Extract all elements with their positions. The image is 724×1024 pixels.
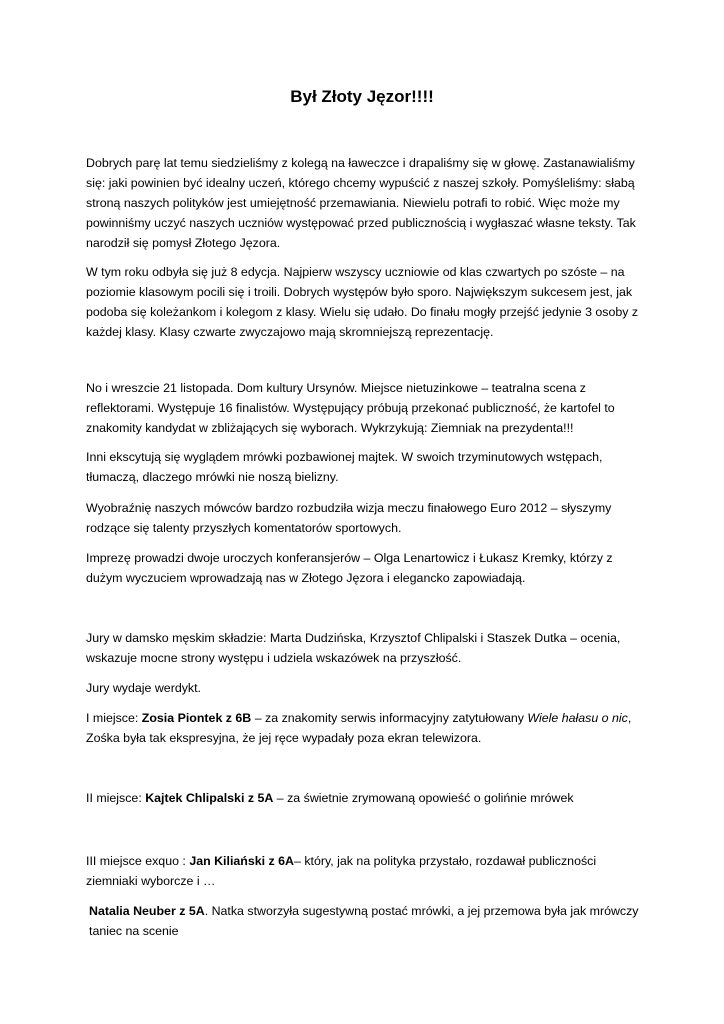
paragraph-verdict: Jury wydaje werdykt. [86,681,201,695]
result-third-place [86,851,646,891]
result-first-work-title: Wiele hałasu o nic [527,711,628,725]
result-first-place [86,708,646,748]
result-third-place-exaequo [89,901,649,941]
result-first-middle: – za znakomity serwis informacyjny zatytułowany [251,711,528,725]
result-first-prefix: I miejsce: [86,711,142,725]
paragraph-ants: Inni ekscytują się wyglądem mrówki pozbawionej majtek. W swoich trzyminutowych wstępach, tłumaczą, dlaczego mrówki nie noszą bielizny. [86,450,603,484]
result-third-suffix: – który, jak na polityka przystało, rozdawał publiczności ziemniaki wyborcze i … [86,854,597,888]
paragraph-finale: No i wreszcie 21 listopada. Dom kultury Ursynów. Miejsce nietuzinkowe – teatralna scena z reflektorami. Występuje 16 finalistów. Występujący próbują przekonać publiczność, że kartofel to znakomity kandydat w zbliżających się wyborach. Wykrzykują: Ziemniak na prezydenta!!! [86,381,615,435]
result-first-winner: Zosia Piontek z 6B [141,711,252,725]
result-first-suffix: , Zośka była tak ekspresyjna, że jej ręce wypadały poza ekran telewizora. [86,711,632,745]
result-third-winner: Jan Kiliański z 6A [189,854,294,868]
result-third-prefix: III miejsce exquo : [86,854,190,868]
result-second-suffix: – za świetnie zrymowaną opowieść o golińnie mrówek [273,791,574,805]
paragraph-jury: Jury w damsko męskim składzie: Marta Dudzińska, Krzysztof Chlipalski i Staszek Dutka – ocenia, wskazuje mocne strony występu i udziela wskazówek na przyszłość. [86,631,621,665]
paragraph-euro: Wyobraźnię naszych mówców bardzo rozbudziła wizja meczu finałowego Euro 2012 – słyszymy rodzące się talenty przyszłych komentatorów sportowych. [86,501,612,535]
paragraph-edition: W tym roku odbyła się już 8 edycja. Najpierw wszyscy uczniowie od klas czwartych po szóste – na poziomie klasowym pocili się i troili. Dobrych występów było sporo. Największym sukcesem jest, jak podoba się koleżankom i kolegom z klasy. Wielu się udało. Do finału mogły przejść jedynie 3 osoby z każdej klasy. Klasy czwarte zwyczajowo mają skromniejszą reprezentację. [86,265,639,339]
result-second-winner: Kajtek Chlipalski z 5A [145,791,274,805]
result-second-prefix: II miejsce: [86,791,146,805]
page-title: Był Złoty Jęzor!!!! [290,87,434,106]
paragraph-intro: Dobrych parę lat temu siedzieliśmy z kolegą na ławeczce i drapaliśmy się w głowę. Zastanawialiśmy się: jaki powinien być idealny uczeń, którego chcemy wypuścić z naszej szkoły. Pomyśleliśmy: słabą stroną naszych polityków jest umiejętność przemawiania. Niewielu potrafi to robić. Więc może my powinniśmy uczyć naszych uczniów występować przed publicznością i wygłaszać własne teksty. Tak narodził się pomysł Złotego Jęzora. [86,156,636,250]
result-second-place [86,788,646,808]
paragraph-hosts: Imprezę prowadzi dwoje uroczych konferansjerów – Olga Lenartowicz i Łukasz Kremky, którzy z dużym wyczuciem wprowadzają nas w Złotego Jęzora i elegancko zapowiadają. [86,551,613,585]
result-third-b-suffix: . Natka stworzyła sugestywną postać mrówki, a jej przemowa była jak mrówczy taniec na scenie [89,904,639,938]
result-third-b-winner: Natalia Neuber z 5A [89,904,205,918]
